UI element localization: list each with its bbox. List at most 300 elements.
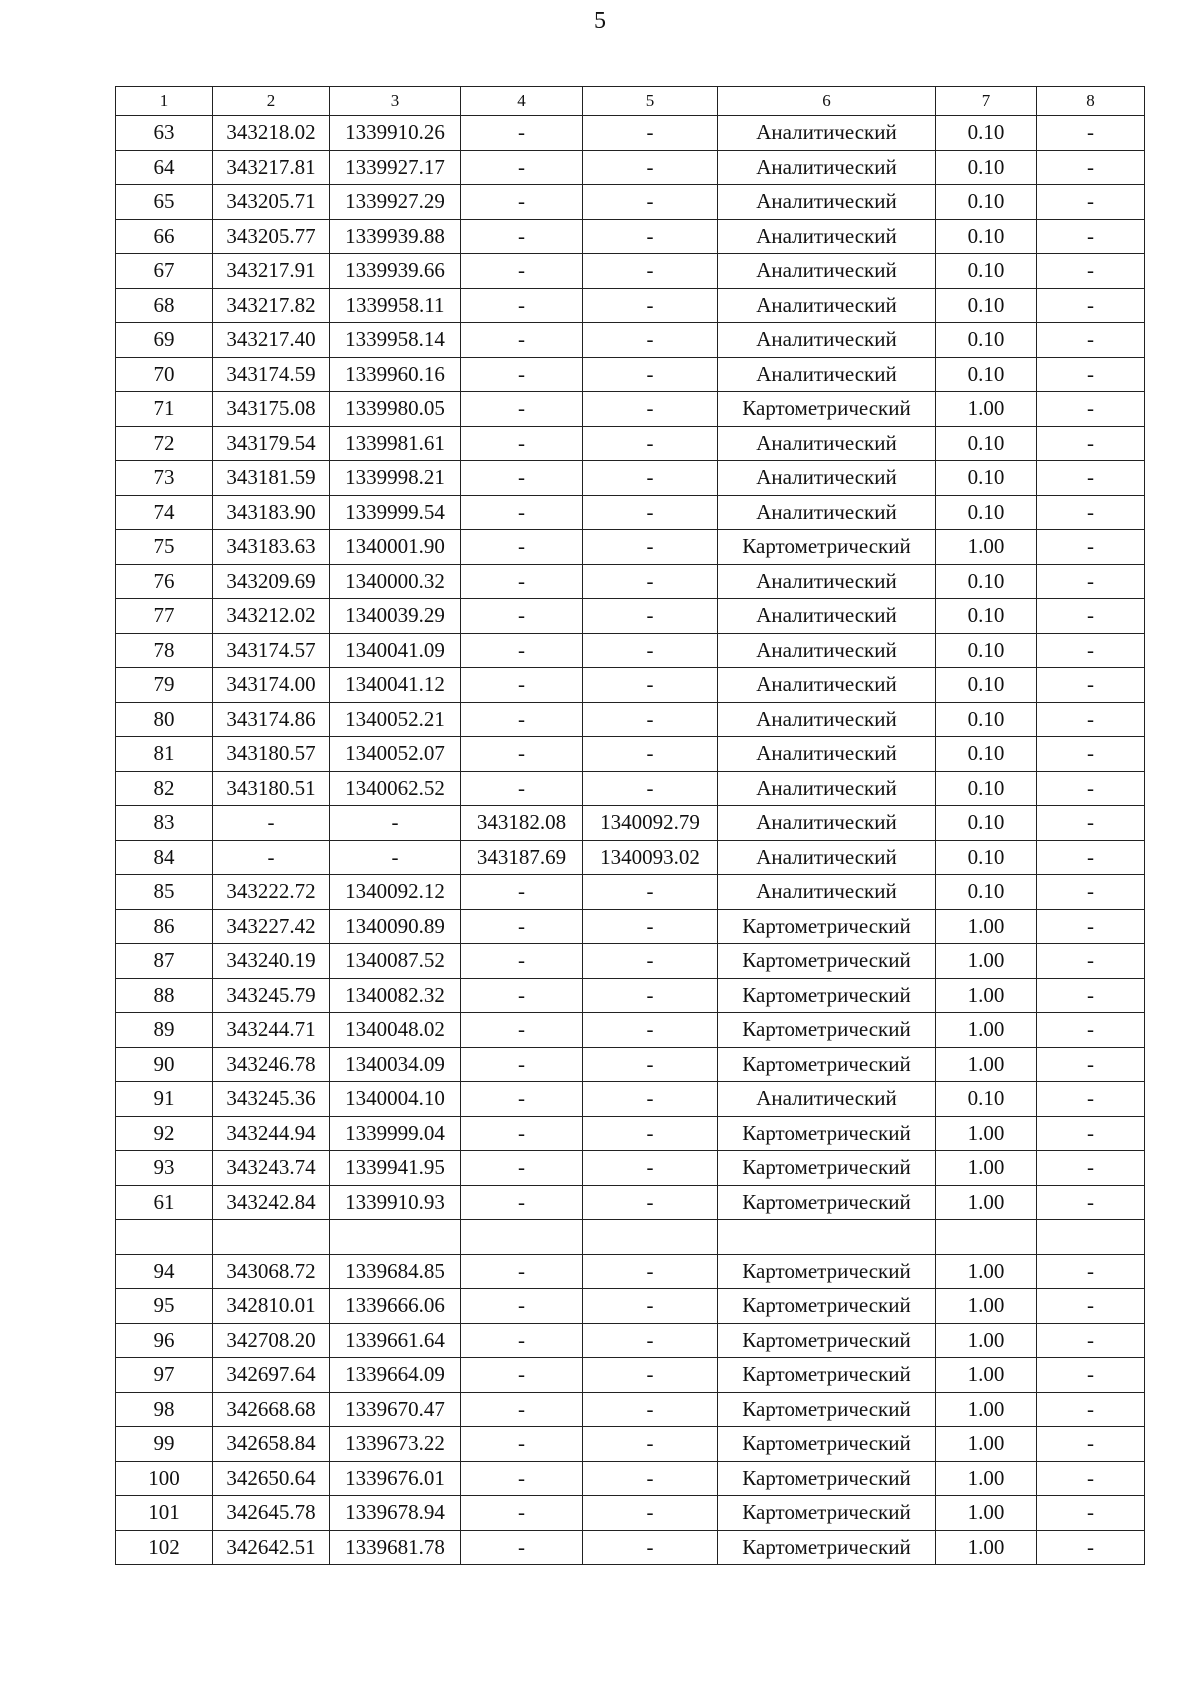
accuracy-cell: 1.00 [936, 1185, 1037, 1220]
table-row [116, 1151, 1145, 1186]
x-coordinate-cell: 343209.69 [213, 564, 330, 599]
y-coordinate-cell: 1339673.22 [330, 1427, 461, 1462]
note-cell: - [1037, 1254, 1145, 1289]
y-alt-coordinate-cell: - [583, 1461, 718, 1496]
x-alt-coordinate-cell: - [461, 1496, 583, 1531]
x-coordinate-cell: 343245.79 [213, 978, 330, 1013]
table-row [116, 564, 1145, 599]
y-alt-coordinate-cell: - [583, 944, 718, 979]
x-coordinate-cell: 343183.90 [213, 495, 330, 530]
y-alt-coordinate-cell: - [583, 1289, 718, 1324]
x-coordinate-cell: 342668.68 [213, 1392, 330, 1427]
x-alt-coordinate-cell [461, 1220, 583, 1255]
accuracy-cell: 0.10 [936, 150, 1037, 185]
table-row [116, 530, 1145, 565]
accuracy-cell: 0.10 [936, 461, 1037, 496]
y-alt-coordinate-cell: - [583, 495, 718, 530]
y-coordinate-cell: 1339661.64 [330, 1323, 461, 1358]
y-alt-coordinate-cell: - [583, 737, 718, 772]
point-number-cell: 64 [116, 150, 213, 185]
table-row [116, 944, 1145, 979]
accuracy-cell: 0.10 [936, 495, 1037, 530]
note-cell: - [1037, 357, 1145, 392]
x-alt-coordinate-cell: - [461, 633, 583, 668]
note-cell: - [1037, 116, 1145, 151]
accuracy-cell: 1.00 [936, 1254, 1037, 1289]
column-header: 7 [936, 87, 1037, 116]
point-number-cell: 83 [116, 806, 213, 841]
note-cell: - [1037, 495, 1145, 530]
method-cell: Аналитический [718, 599, 936, 634]
x-alt-coordinate-cell: - [461, 909, 583, 944]
method-cell: Аналитический [718, 150, 936, 185]
note-cell: - [1037, 737, 1145, 772]
y-alt-coordinate-cell: - [583, 771, 718, 806]
point-number-cell: 63 [116, 116, 213, 151]
point-number-cell: 84 [116, 840, 213, 875]
coordinates-table [115, 86, 1145, 1565]
accuracy-cell: 1.00 [936, 1013, 1037, 1048]
accuracy-cell: 0.10 [936, 875, 1037, 910]
x-coordinate-cell: 343174.00 [213, 668, 330, 703]
x-alt-coordinate-cell: - [461, 219, 583, 254]
x-alt-coordinate-cell: - [461, 1151, 583, 1186]
method-cell: Аналитический [718, 702, 936, 737]
accuracy-cell: 1.00 [936, 978, 1037, 1013]
table-row [116, 1496, 1145, 1531]
table-row [116, 1289, 1145, 1324]
point-number-cell: 87 [116, 944, 213, 979]
x-alt-coordinate-cell: - [461, 1082, 583, 1117]
x-alt-coordinate-cell: 343187.69 [461, 840, 583, 875]
table-row [116, 357, 1145, 392]
point-number-cell: 102 [116, 1530, 213, 1565]
x-coordinate-cell: 343240.19 [213, 944, 330, 979]
accuracy-cell: 1.00 [936, 909, 1037, 944]
note-cell: - [1037, 1427, 1145, 1462]
note-cell: - [1037, 185, 1145, 220]
x-coordinate-cell: 343212.02 [213, 599, 330, 634]
point-number-cell: 68 [116, 288, 213, 323]
table-row [116, 771, 1145, 806]
point-number-cell: 82 [116, 771, 213, 806]
y-coordinate-cell: 1340052.07 [330, 737, 461, 772]
point-number-cell: 67 [116, 254, 213, 289]
y-alt-coordinate-cell: - [583, 461, 718, 496]
method-cell: Аналитический [718, 668, 936, 703]
table-row [116, 1220, 1145, 1255]
x-coordinate-cell: 342697.64 [213, 1358, 330, 1393]
y-alt-coordinate-cell: 1340092.79 [583, 806, 718, 841]
y-alt-coordinate-cell: - [583, 254, 718, 289]
note-cell: - [1037, 978, 1145, 1013]
y-alt-coordinate-cell: - [583, 668, 718, 703]
method-cell: Картометрический [718, 530, 936, 565]
accuracy-cell: 0.10 [936, 357, 1037, 392]
point-number-cell: 70 [116, 357, 213, 392]
accuracy-cell: 1.00 [936, 1392, 1037, 1427]
method-cell: Картометрический [718, 1323, 936, 1358]
method-cell: Аналитический [718, 116, 936, 151]
x-alt-coordinate-cell: - [461, 392, 583, 427]
y-coordinate-cell: 1339927.29 [330, 185, 461, 220]
y-coordinate-cell: 1340039.29 [330, 599, 461, 634]
y-coordinate-cell: 1339960.16 [330, 357, 461, 392]
note-cell: - [1037, 392, 1145, 427]
x-coordinate-cell: 343243.74 [213, 1151, 330, 1186]
y-coordinate-cell: 1340090.89 [330, 909, 461, 944]
accuracy-cell: 1.00 [936, 1461, 1037, 1496]
y-alt-coordinate-cell: - [583, 150, 718, 185]
table-row [116, 288, 1145, 323]
table-row [116, 737, 1145, 772]
note-cell: - [1037, 633, 1145, 668]
method-cell: Картометрический [718, 1358, 936, 1393]
method-cell: Аналитический [718, 185, 936, 220]
accuracy-cell: 1.00 [936, 1289, 1037, 1324]
y-coordinate-cell: 1339939.66 [330, 254, 461, 289]
y-coordinate-cell: 1339681.78 [330, 1530, 461, 1565]
x-alt-coordinate-cell: - [461, 978, 583, 1013]
y-alt-coordinate-cell: - [583, 357, 718, 392]
table-row [116, 1323, 1145, 1358]
y-alt-coordinate-cell: - [583, 1496, 718, 1531]
note-cell: - [1037, 1530, 1145, 1565]
accuracy-cell: 1.00 [936, 1427, 1037, 1462]
method-cell: Аналитический [718, 426, 936, 461]
x-alt-coordinate-cell: - [461, 1289, 583, 1324]
accuracy-cell: 0.10 [936, 323, 1037, 358]
y-alt-coordinate-cell: - [583, 599, 718, 634]
point-number-cell: 91 [116, 1082, 213, 1117]
point-number-cell: 65 [116, 185, 213, 220]
note-cell: - [1037, 1116, 1145, 1151]
accuracy-cell: 0.10 [936, 426, 1037, 461]
note-cell: - [1037, 1358, 1145, 1393]
method-cell: Картометрический [718, 1185, 936, 1220]
x-coordinate-cell: 343218.02 [213, 116, 330, 151]
note-cell: - [1037, 288, 1145, 323]
x-coordinate-cell: 343183.63 [213, 530, 330, 565]
y-alt-coordinate-cell: 1340093.02 [583, 840, 718, 875]
y-coordinate-cell: 1339676.01 [330, 1461, 461, 1496]
x-alt-coordinate-cell: - [461, 737, 583, 772]
x-coordinate-cell: 343227.42 [213, 909, 330, 944]
x-alt-coordinate-cell: - [461, 1185, 583, 1220]
accuracy-cell: 0.10 [936, 633, 1037, 668]
x-alt-coordinate-cell: - [461, 1530, 583, 1565]
y-alt-coordinate-cell: - [583, 323, 718, 358]
method-cell: Картометрический [718, 1530, 936, 1565]
y-alt-coordinate-cell: - [583, 185, 718, 220]
y-coordinate-cell: - [330, 840, 461, 875]
method-cell: Аналитический [718, 771, 936, 806]
x-coordinate-cell: 342645.78 [213, 1496, 330, 1531]
x-coordinate-cell: 343245.36 [213, 1082, 330, 1117]
note-cell: - [1037, 323, 1145, 358]
page-number: 5 [594, 8, 606, 34]
x-coordinate-cell: 342642.51 [213, 1530, 330, 1565]
y-alt-coordinate-cell: - [583, 288, 718, 323]
y-alt-coordinate-cell: - [583, 1151, 718, 1186]
accuracy-cell: 1.00 [936, 1047, 1037, 1082]
y-alt-coordinate-cell: - [583, 1427, 718, 1462]
y-alt-coordinate-cell: - [583, 1254, 718, 1289]
point-number-cell: 85 [116, 875, 213, 910]
x-coordinate-cell: 343181.59 [213, 461, 330, 496]
x-coordinate-cell: 343175.08 [213, 392, 330, 427]
note-cell: - [1037, 530, 1145, 565]
table-row [116, 1254, 1145, 1289]
point-number-cell: 77 [116, 599, 213, 634]
x-alt-coordinate-cell: - [461, 1392, 583, 1427]
accuracy-cell: 1.00 [936, 1358, 1037, 1393]
accuracy-cell: 1.00 [936, 1496, 1037, 1531]
y-coordinate-cell: 1339958.14 [330, 323, 461, 358]
method-cell: Картометрический [718, 1151, 936, 1186]
method-cell: Картометрический [718, 1013, 936, 1048]
accuracy-cell: 0.10 [936, 564, 1037, 599]
y-coordinate-cell: 1340034.09 [330, 1047, 461, 1082]
x-coordinate-cell [213, 1220, 330, 1255]
point-number-cell: 73 [116, 461, 213, 496]
y-coordinate-cell: 1340001.90 [330, 530, 461, 565]
x-alt-coordinate-cell: - [461, 564, 583, 599]
table-row [116, 599, 1145, 634]
method-cell: Аналитический [718, 737, 936, 772]
method-cell: Аналитический [718, 323, 936, 358]
accuracy-cell: 0.10 [936, 840, 1037, 875]
note-cell: - [1037, 426, 1145, 461]
y-coordinate-cell [330, 1220, 461, 1255]
note-cell: - [1037, 1496, 1145, 1531]
table-row [116, 392, 1145, 427]
note-cell: - [1037, 219, 1145, 254]
accuracy-cell: 0.10 [936, 668, 1037, 703]
table-row [116, 495, 1145, 530]
x-coordinate-cell: 343242.84 [213, 1185, 330, 1220]
note-cell: - [1037, 1392, 1145, 1427]
accuracy-cell: 0.10 [936, 599, 1037, 634]
point-number-cell: 79 [116, 668, 213, 703]
point-number-cell [116, 1220, 213, 1255]
table-row [116, 633, 1145, 668]
accuracy-cell: 0.10 [936, 771, 1037, 806]
point-number-cell: 86 [116, 909, 213, 944]
point-number-cell: 74 [116, 495, 213, 530]
point-number-cell: 92 [116, 1116, 213, 1151]
y-alt-coordinate-cell: - [583, 909, 718, 944]
note-cell: - [1037, 1461, 1145, 1496]
x-alt-coordinate-cell: - [461, 323, 583, 358]
point-number-cell: 98 [116, 1392, 213, 1427]
y-coordinate-cell: - [330, 806, 461, 841]
x-coordinate-cell: 343222.72 [213, 875, 330, 910]
accuracy-cell: 0.10 [936, 116, 1037, 151]
y-coordinate-cell: 1340092.12 [330, 875, 461, 910]
x-coordinate-cell: 343179.54 [213, 426, 330, 461]
table-row [116, 1427, 1145, 1462]
y-alt-coordinate-cell: - [583, 392, 718, 427]
x-coordinate-cell: 343174.57 [213, 633, 330, 668]
method-cell: Аналитический [718, 254, 936, 289]
method-cell: Картометрический [718, 1254, 936, 1289]
y-alt-coordinate-cell: - [583, 1392, 718, 1427]
accuracy-cell: 0.10 [936, 1082, 1037, 1117]
table-row [116, 254, 1145, 289]
x-alt-coordinate-cell: - [461, 254, 583, 289]
table-row [116, 1358, 1145, 1393]
method-cell: Аналитический [718, 840, 936, 875]
method-cell: Картометрический [718, 944, 936, 979]
note-cell: - [1037, 1323, 1145, 1358]
x-alt-coordinate-cell: - [461, 288, 583, 323]
method-cell: Аналитический [718, 495, 936, 530]
y-coordinate-cell: 1340000.32 [330, 564, 461, 599]
column-header: 2 [213, 87, 330, 116]
y-coordinate-cell: 1340041.09 [330, 633, 461, 668]
note-cell: - [1037, 1289, 1145, 1324]
method-cell: Аналитический [718, 1082, 936, 1117]
x-alt-coordinate-cell: - [461, 150, 583, 185]
accuracy-cell: 0.10 [936, 737, 1037, 772]
y-coordinate-cell: 1339678.94 [330, 1496, 461, 1531]
note-cell: - [1037, 564, 1145, 599]
x-alt-coordinate-cell: - [461, 530, 583, 565]
y-coordinate-cell: 1339910.26 [330, 116, 461, 151]
note-cell: - [1037, 944, 1145, 979]
x-coordinate-cell: 343217.81 [213, 150, 330, 185]
y-alt-coordinate-cell: - [583, 530, 718, 565]
y-alt-coordinate-cell [583, 1220, 718, 1255]
y-alt-coordinate-cell: - [583, 219, 718, 254]
x-coordinate-cell: 342658.84 [213, 1427, 330, 1462]
table-row [116, 1185, 1145, 1220]
y-coordinate-cell: 1339670.47 [330, 1392, 461, 1427]
y-alt-coordinate-cell: - [583, 978, 718, 1013]
y-coordinate-cell: 1339939.88 [330, 219, 461, 254]
column-header: 8 [1037, 87, 1145, 116]
accuracy-cell: 1.00 [936, 1116, 1037, 1151]
accuracy-cell: 0.10 [936, 288, 1037, 323]
accuracy-cell: 0.10 [936, 219, 1037, 254]
point-number-cell: 90 [116, 1047, 213, 1082]
point-number-cell: 94 [116, 1254, 213, 1289]
table-row [116, 323, 1145, 358]
table-row [116, 185, 1145, 220]
point-number-cell: 75 [116, 530, 213, 565]
column-header: 6 [718, 87, 936, 116]
note-cell: - [1037, 668, 1145, 703]
y-alt-coordinate-cell: - [583, 1323, 718, 1358]
accuracy-cell: 0.10 [936, 702, 1037, 737]
x-coordinate-cell: 343174.86 [213, 702, 330, 737]
y-alt-coordinate-cell: - [583, 633, 718, 668]
y-coordinate-cell: 1339666.06 [330, 1289, 461, 1324]
x-coordinate-cell: 343246.78 [213, 1047, 330, 1082]
x-alt-coordinate-cell: - [461, 1323, 583, 1358]
accuracy-cell: 1.00 [936, 392, 1037, 427]
method-cell: Аналитический [718, 806, 936, 841]
x-coordinate-cell: 343205.71 [213, 185, 330, 220]
x-alt-coordinate-cell: - [461, 116, 583, 151]
note-cell: - [1037, 806, 1145, 841]
x-alt-coordinate-cell: - [461, 495, 583, 530]
y-alt-coordinate-cell: - [583, 426, 718, 461]
table-row [116, 426, 1145, 461]
accuracy-cell: 1.00 [936, 1530, 1037, 1565]
y-alt-coordinate-cell: - [583, 1358, 718, 1393]
y-coordinate-cell: 1339999.04 [330, 1116, 461, 1151]
method-cell: Картометрический [718, 1496, 936, 1531]
x-coordinate-cell: - [213, 806, 330, 841]
column-header: 1 [116, 87, 213, 116]
table-row [116, 702, 1145, 737]
note-cell: - [1037, 254, 1145, 289]
table-row [116, 219, 1145, 254]
method-cell: Аналитический [718, 633, 936, 668]
x-alt-coordinate-cell: 343182.08 [461, 806, 583, 841]
x-coordinate-cell: 343217.91 [213, 254, 330, 289]
method-cell: Аналитический [718, 219, 936, 254]
x-coordinate-cell: 343205.77 [213, 219, 330, 254]
point-number-cell: 72 [116, 426, 213, 461]
point-number-cell: 101 [116, 1496, 213, 1531]
x-alt-coordinate-cell: - [461, 875, 583, 910]
note-cell: - [1037, 875, 1145, 910]
x-alt-coordinate-cell: - [461, 771, 583, 806]
point-number-cell: 88 [116, 978, 213, 1013]
x-coordinate-cell: 343244.94 [213, 1116, 330, 1151]
table-row [116, 1047, 1145, 1082]
y-coordinate-cell: 1340087.52 [330, 944, 461, 979]
method-cell: Картометрический [718, 1289, 936, 1324]
x-alt-coordinate-cell: - [461, 1461, 583, 1496]
method-cell: Картометрический [718, 1392, 936, 1427]
column-header: 4 [461, 87, 583, 116]
point-number-cell: 99 [116, 1427, 213, 1462]
y-coordinate-cell: 1339941.95 [330, 1151, 461, 1186]
note-cell: - [1037, 1047, 1145, 1082]
y-alt-coordinate-cell: - [583, 1082, 718, 1117]
table-row [116, 978, 1145, 1013]
x-coordinate-cell: 343217.82 [213, 288, 330, 323]
y-coordinate-cell: 1340041.12 [330, 668, 461, 703]
x-coordinate-cell: - [213, 840, 330, 875]
point-number-cell: 71 [116, 392, 213, 427]
y-coordinate-cell: 1340062.52 [330, 771, 461, 806]
point-number-cell: 93 [116, 1151, 213, 1186]
point-number-cell: 97 [116, 1358, 213, 1393]
note-cell: - [1037, 771, 1145, 806]
x-alt-coordinate-cell: - [461, 426, 583, 461]
accuracy-cell [936, 1220, 1037, 1255]
accuracy-cell: 0.10 [936, 185, 1037, 220]
table-row [116, 1392, 1145, 1427]
y-coordinate-cell: 1339998.21 [330, 461, 461, 496]
method-cell: Аналитический [718, 288, 936, 323]
table-row [116, 1461, 1145, 1496]
accuracy-cell: 1.00 [936, 1323, 1037, 1358]
y-coordinate-cell: 1339980.05 [330, 392, 461, 427]
column-header: 3 [330, 87, 461, 116]
note-cell: - [1037, 461, 1145, 496]
x-alt-coordinate-cell: - [461, 461, 583, 496]
accuracy-cell: 0.10 [936, 806, 1037, 841]
method-cell: Картометрический [718, 1116, 936, 1151]
point-number-cell: 100 [116, 1461, 213, 1496]
y-coordinate-cell: 1339664.09 [330, 1358, 461, 1393]
